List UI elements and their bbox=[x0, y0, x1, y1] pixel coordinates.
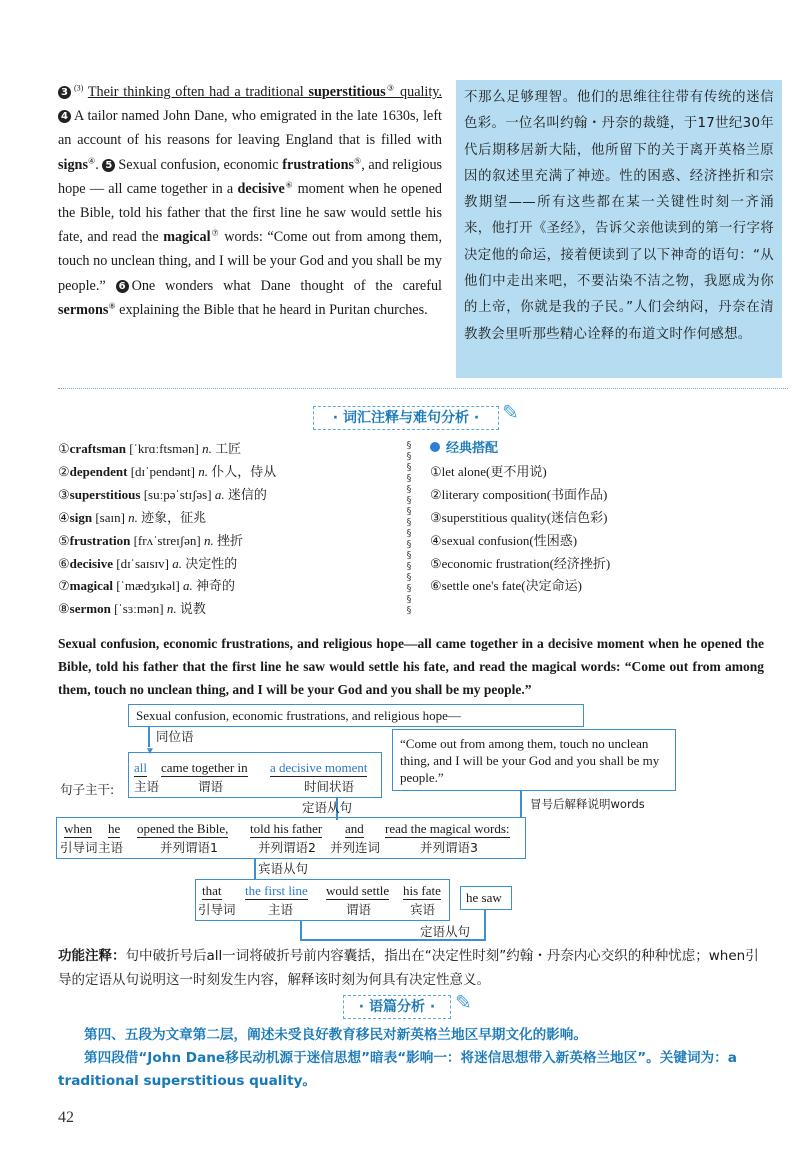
word-would-settle: would settle bbox=[326, 883, 390, 898]
arrow bbox=[484, 910, 486, 941]
label-when: 引导词 bbox=[60, 840, 98, 855]
collocation-item: ④sexual confusion(性困惑) bbox=[430, 532, 578, 548]
word-opened: opened the Bible, bbox=[137, 821, 229, 836]
vocab-item: ①craftsman [ˈkrɑːftsmən] n. 工匠 bbox=[58, 441, 242, 456]
arrow bbox=[254, 859, 256, 879]
pen-icon: ✎ bbox=[455, 992, 472, 1014]
word-first-line: the first line bbox=[245, 883, 308, 898]
attr-clause-label: 定语从句 bbox=[302, 800, 353, 815]
discourse-analysis bbox=[58, 1024, 772, 1093]
sentence-3-text: Their thinking often had a traditional superstitious③ quality. bbox=[87, 83, 443, 100]
arrow bbox=[300, 921, 302, 941]
word-read: read the magical words: bbox=[385, 821, 510, 836]
label-he-saw: 定语从句 bbox=[420, 924, 471, 939]
appositive-label: 同位语 bbox=[156, 729, 194, 744]
arrow-head-icon: ▼ bbox=[145, 746, 155, 757]
discourse-line: 第四段借“John Dane移民动机源于迷信思想”暗表“影响一：将迷信思想带入新英格兰地区”。关键词为：a traditional superstitious quality。 bbox=[58, 1050, 737, 1089]
word-he: he bbox=[108, 821, 121, 836]
label-first-line: 主语 bbox=[268, 902, 294, 917]
label-he: 主语 bbox=[98, 840, 124, 855]
word-moment: a decisive moment bbox=[270, 760, 368, 775]
function-note: 功能注释：句中破折号后all一词将破折号前内容囊括，指出在“决定性时刻”约翰・丹奈内心交织的种种忧虑；when引导的定语从句说明这一时刻发生内容，解释该时刻为何具有决定性意义。 bbox=[58, 948, 759, 988]
sentence-5-marker: 5 bbox=[102, 159, 115, 172]
collocation-item: ①let alone(更不用说) bbox=[430, 463, 547, 479]
vocab-item: ⑤frustration [frʌˈstreɪʃən] n. 挫折 bbox=[58, 532, 243, 548]
arrow bbox=[520, 791, 522, 817]
quote-box-text: “Come out from among them, touch no unclean thing, and I will be your God and you shall be my people.” bbox=[400, 736, 660, 785]
page-number: 42 bbox=[58, 1109, 74, 1126]
obj-clause-label: 宾语从句 bbox=[258, 861, 309, 876]
collocations-title: 经典搭配 bbox=[430, 438, 770, 461]
sentence-5-text: Sexual confusion, economic frustrations⑤, and religious hope — all came together in a decisive⑥ moment when he opened the Bible, told his father that the first line he saw would settle his fate, and read the magical⑦ words: “Come out from among them, touch no unclean thing, and I will be your God and you shall be my people.” bbox=[58, 155, 443, 294]
label-pred3: 并列谓语3 bbox=[420, 840, 478, 855]
vocab-section-title: · 词汇注释与难句分析 · bbox=[313, 406, 499, 430]
label-pred1: 并列谓语1 bbox=[160, 840, 218, 855]
translation-box bbox=[456, 80, 782, 378]
vocab-item: ③superstitious [suːpəˈstɪʃəs] a. 迷信的 bbox=[58, 486, 267, 502]
bullet-icon bbox=[430, 442, 440, 452]
vocab-item: ⑧sermon [ˈsɜːmən] n. 说教 bbox=[58, 601, 206, 617]
key-sentence: Sexual confusion, economic frustrations, and religious hope—all came together in a decisive moment when he opened the Bible, told his father that the first line he saw would settle his fate, and read the magical words: “Come out from among them, touch no unclean thing, and I will be your God and you shall be my people.” bbox=[58, 636, 764, 698]
word-told: told his father bbox=[250, 821, 323, 836]
main-clause-label: 句子主干: bbox=[60, 782, 115, 797]
word-he-saw: he saw bbox=[466, 890, 502, 905]
quote-label: 冒号后解释说明words bbox=[530, 797, 645, 811]
sentence-6-text: One wonders what Dane thought of the careful sermons⑧ explaining the Bible that he heard in Puritan churches. bbox=[58, 277, 442, 318]
collocation-item: ③superstitious quality(迷信色彩) bbox=[430, 509, 608, 525]
word-and: and bbox=[345, 821, 364, 836]
discourse-section-title: · 语篇分析 · bbox=[343, 995, 451, 1019]
discourse-line: 第四、五段为文章第二层，阐述未受良好教育移民对新英格兰地区早期文化的影响。 bbox=[84, 1027, 587, 1043]
vocab-item: ⑥decisive [dɪˈsaɪsɪv] a. 决定性的 bbox=[58, 555, 238, 571]
vocab-list bbox=[58, 438, 398, 621]
label-his-fate: 宾语 bbox=[410, 902, 436, 917]
zigzag-divider: § § § § § § § § § § § § § § § § bbox=[406, 440, 412, 616]
label-conj: 并列连词 bbox=[330, 840, 381, 855]
collocations-list bbox=[430, 438, 770, 598]
divider bbox=[58, 388, 788, 389]
vocab-item: ②dependent [dɪˈpendənt] n. 仆人，侍从 bbox=[58, 463, 277, 479]
vocab-item: ④sign [saɪn] n. 迹象，征兆 bbox=[58, 509, 207, 525]
collocation-item: ⑥settle one's fate(决定命运) bbox=[430, 578, 582, 594]
collocation-item: ⑤economic frustration(经济挫折) bbox=[430, 555, 611, 571]
appositive-text: Sexual confusion, economic frustrations, and religious hope— bbox=[136, 708, 461, 723]
label-pred2: 并列谓语2 bbox=[258, 840, 316, 855]
sentence-3-marker: 3 bbox=[58, 86, 71, 99]
word-came: came together in bbox=[161, 760, 248, 775]
word-that: that bbox=[202, 883, 222, 898]
english-passage: 3 $^{(3)}$ Their thinking often had a traditional superstitious③ quality. 4 A tailor named John Dane, who emigrated in the late 1630s, left an account of his reasons for leaving England that is filled with signs④. 5 Sexual confusion, economic frustrations⑤, and religious hope — all came together in a decisive⑥ moment when he opened the Bible, told his father that the first line he saw would settle his fate, and read the magical⑦ words: “Come out from among them, touch no unclean thing, and I will be your God and you shall be my people.” 6 One wonders what Dane thought of the careful sermons⑧ explaining the Bible that he heard in Puritan churches. bbox=[58, 83, 443, 318]
sentence-4-marker: 4 bbox=[58, 110, 71, 123]
label-would-settle: 谓语 bbox=[346, 902, 372, 917]
word-when: when bbox=[64, 821, 93, 836]
label-subject: 主语 bbox=[134, 779, 160, 794]
sentence-6-marker: 6 bbox=[116, 280, 129, 293]
vocab-item: ⑦magical [ˈmædʒɪkəl] a. 神奇的 bbox=[58, 578, 236, 594]
pen-icon: ✎ bbox=[502, 402, 519, 424]
label-that: 引导词 bbox=[198, 902, 236, 917]
label-adverbial: 时间状语 bbox=[304, 779, 355, 794]
translation-text: 不那么足够理智。他们的思维往往带有传统的迷信色彩。一位名叫约翰・丹奈的裁缝，于17世纪30年代后期移居新大陆，他所留下的关于离开英格兰原因的叙述里充满了神迹。性的困惑、经济挫折和宗教期望——所有这些都在某一关键性时刻一齐涌来，他打开《圣经》，告诉父亲他读到的第一行字将决定他的命运，接着便读到了以下神奇的语句：“从他们中走出来吧，不要沾染不洁之物，我愿成为你的上帝，你就是我的子民。”人们会纳闷，丹奈在清教教会里听那些精心诠释的布道文时作何感想。 bbox=[464, 90, 774, 342]
sentence-4-text: A tailor named John Dane, who emigrated in the late 1630s, left an account of his reasons for leaving England that is filled with signs④. bbox=[58, 108, 442, 173]
word-all: all bbox=[134, 760, 147, 775]
label-predicate: 谓语 bbox=[198, 779, 224, 794]
collocation-item: ②literary composition(书面作品) bbox=[430, 486, 608, 502]
word-his-fate: his fate bbox=[403, 883, 441, 898]
